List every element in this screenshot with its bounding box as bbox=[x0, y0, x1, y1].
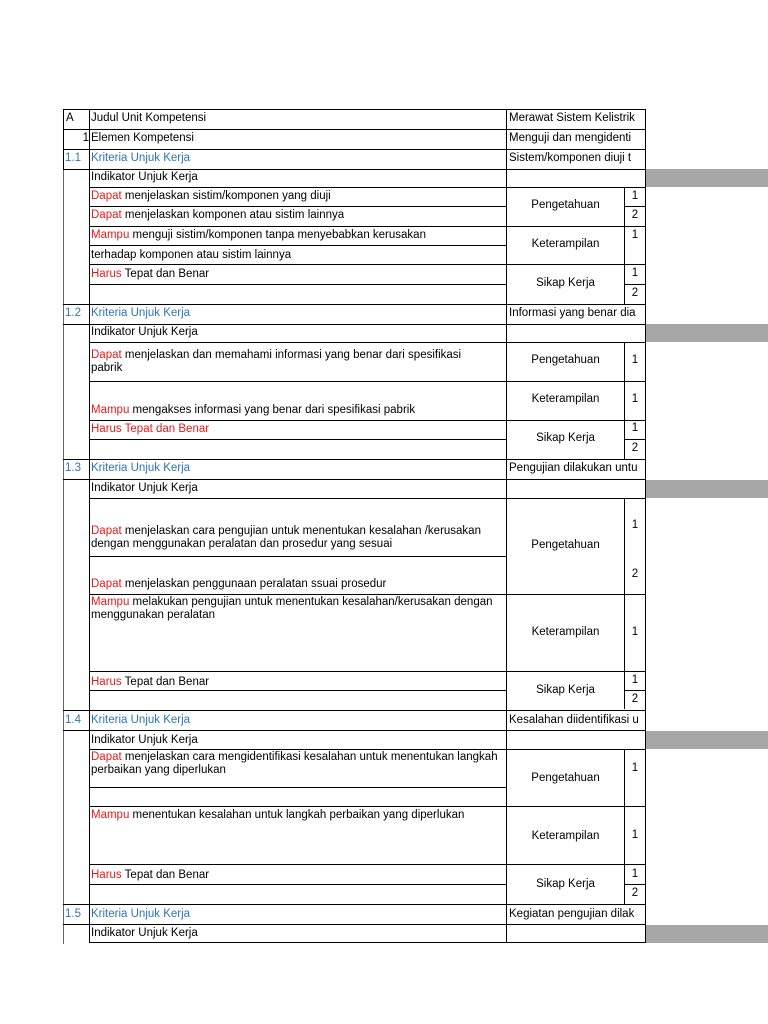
aspect-knowledge: Pengetahuan bbox=[531, 199, 600, 211]
item-number: 1 bbox=[631, 762, 639, 774]
indicator-item: Harus Tepat dan Benar bbox=[91, 676, 210, 688]
grid-line bbox=[89, 787, 507, 788]
grid-line bbox=[89, 671, 645, 672]
element-number: 1 bbox=[82, 132, 89, 144]
grid-line bbox=[89, 264, 645, 265]
grid-line bbox=[63, 730, 645, 731]
unit-title-value: Merawat Sistem Kelistrik bbox=[509, 112, 635, 124]
indicator-item: Harus Tepat dan Benar bbox=[91, 423, 210, 435]
unit-title-label: Judul Unit Kompetensi bbox=[91, 112, 207, 124]
grid-line bbox=[506, 109, 507, 943]
grid-line bbox=[63, 129, 645, 130]
iuk-label: Indikator Unjuk Kerja bbox=[91, 171, 198, 183]
grid-line bbox=[89, 690, 507, 691]
gray-band bbox=[645, 480, 768, 498]
aspect-attitude: Sikap Kerja bbox=[536, 277, 595, 289]
grid-line bbox=[624, 690, 645, 691]
grid-line bbox=[624, 439, 645, 440]
grid-line bbox=[89, 439, 507, 440]
grid-line bbox=[63, 149, 645, 150]
grid-line bbox=[624, 749, 625, 904]
aspect-attitude: Sikap Kerja bbox=[536, 684, 595, 696]
item-number: 1 bbox=[631, 229, 639, 241]
item-number: 2 bbox=[631, 287, 639, 299]
grid-line bbox=[89, 187, 645, 188]
grid-line bbox=[624, 206, 645, 207]
item-number: 1 bbox=[631, 829, 639, 841]
item-number: 1 bbox=[631, 868, 639, 880]
gray-band bbox=[645, 731, 768, 749]
section-number: 1.4 bbox=[65, 714, 81, 726]
grid-line bbox=[63, 109, 64, 169]
indicator-item: Mampu melakukan pengujian untuk menentukan kesalahan/kerusakan dengan menggunakan peralatan bbox=[91, 596, 493, 621]
aspect-skill: Keterampilan bbox=[531, 238, 600, 250]
grid-line bbox=[63, 109, 645, 110]
grid-line bbox=[89, 942, 645, 943]
item-number: 1 bbox=[631, 674, 639, 686]
grid-line bbox=[89, 342, 645, 343]
grid-line bbox=[624, 187, 625, 304]
aspect-knowledge: Pengetahuan bbox=[531, 772, 600, 784]
aspect-skill: Keterampilan bbox=[531, 626, 600, 638]
indicator-item: terhadap komponen atau sistim lainnya bbox=[91, 249, 292, 261]
aspect-attitude: Sikap Kerja bbox=[536, 432, 595, 444]
iuk-label: Indikator Unjuk Kerja bbox=[91, 326, 198, 338]
grid-line bbox=[63, 169, 645, 170]
grid-line bbox=[624, 342, 625, 459]
grid-line bbox=[89, 884, 507, 885]
grid-line bbox=[63, 924, 645, 925]
indicator-item: Dapat menjelaskan cara pengujian untuk menentukan kesalahan /kerusakan dengan menggunakan peralatan dan prosedur yang sesuai bbox=[91, 525, 481, 550]
grid-line bbox=[89, 749, 645, 750]
kuk-label: Kriteria Unjuk Kerja bbox=[91, 908, 191, 920]
grid-line bbox=[63, 304, 645, 305]
grid-line bbox=[89, 109, 90, 943]
grid-line bbox=[624, 284, 645, 285]
indicator-item: Dapat menjelaskan cara mengidentifikasi kesalahan untuk menentukan langkah perbaikan yang diperlukan bbox=[91, 751, 498, 776]
kuk-value: Informasi yang benar dia bbox=[509, 307, 636, 319]
kuk-value: Sistem/komponen diuji t bbox=[509, 152, 632, 164]
element-label: Elemen Kompetensi bbox=[91, 132, 194, 144]
grid-line bbox=[89, 556, 507, 557]
section-number: 1.3 bbox=[65, 462, 81, 474]
indicator-item: Dapat menjelaskan penggunaan peralatan ssuai prosedur bbox=[91, 578, 387, 590]
col-a-label: A bbox=[66, 112, 74, 124]
grid-line bbox=[89, 420, 645, 421]
grid-line bbox=[89, 806, 645, 807]
kuk-value: Kesalahan diidentifikasi u bbox=[509, 714, 639, 726]
grid-line bbox=[89, 594, 645, 595]
gray-band bbox=[645, 169, 768, 187]
item-number: 2 bbox=[631, 209, 639, 221]
item-number: 2 bbox=[631, 568, 639, 580]
grid-line bbox=[89, 864, 645, 865]
indicator-item: Mampu menentukan kesalahan untuk langkah perbaikan yang diperlukan bbox=[91, 809, 465, 821]
item-number: 1 bbox=[631, 422, 639, 434]
item-number: 2 bbox=[631, 693, 639, 705]
element-value: Menguji dan mengidenti bbox=[509, 132, 632, 144]
grid-line bbox=[63, 324, 645, 325]
grid-line bbox=[645, 109, 646, 943]
kuk-label: Kriteria Unjuk Kerja bbox=[91, 307, 191, 319]
aspect-skill: Keterampilan bbox=[531, 830, 600, 842]
aspect-knowledge: Pengetahuan bbox=[531, 354, 600, 366]
iuk-label: Indikator Unjuk Kerja bbox=[91, 734, 198, 746]
grid-line bbox=[63, 169, 64, 944]
item-number: 1 bbox=[631, 267, 639, 279]
indicator-item: Dapat menjelaskan komponen atau sistim lainnya bbox=[91, 209, 345, 221]
item-number: 2 bbox=[631, 442, 639, 454]
grid-line bbox=[63, 459, 645, 460]
indicator-item: Mampu mengakses informasi yang benar dari spesifikasi pabrik bbox=[91, 404, 416, 416]
grid-line bbox=[63, 710, 645, 711]
section-number: 1.2 bbox=[65, 307, 81, 319]
section-number: 1.5 bbox=[65, 908, 81, 920]
section-number: 1.1 bbox=[65, 152, 81, 164]
grid-line bbox=[624, 884, 645, 885]
item-number: 1 bbox=[631, 190, 639, 202]
grid-line bbox=[89, 206, 507, 207]
indicator-item: Dapat menjelaskan sistim/komponen yang diuji bbox=[91, 190, 331, 202]
iuk-label: Indikator Unjuk Kerja bbox=[91, 482, 198, 494]
kuk-label: Kriteria Unjuk Kerja bbox=[91, 462, 191, 474]
grid-line bbox=[63, 479, 645, 480]
aspect-knowledge: Pengetahuan bbox=[531, 539, 600, 551]
aspect-skill: Keterampilan bbox=[531, 393, 600, 405]
indicator-item: Harus Tepat dan Benar bbox=[91, 268, 210, 280]
grid-line bbox=[89, 381, 645, 382]
gray-band bbox=[645, 925, 768, 943]
indicator-item: Harus Tepat dan Benar bbox=[91, 869, 210, 881]
grid-line bbox=[89, 284, 507, 285]
iuk-label: Indikator Unjuk Kerja bbox=[91, 927, 198, 939]
kuk-value: Pengujian dilakukan untu bbox=[509, 462, 638, 474]
item-number: 1 bbox=[631, 519, 639, 531]
aspect-attitude: Sikap Kerja bbox=[536, 878, 595, 890]
grid-line bbox=[624, 498, 625, 709]
grid-line bbox=[89, 226, 645, 227]
grid-line bbox=[63, 904, 645, 905]
kuk-label: Kriteria Unjuk Kerja bbox=[91, 714, 191, 726]
kuk-label: Kriteria Unjuk Kerja bbox=[91, 152, 191, 164]
grid-line bbox=[89, 245, 507, 246]
item-number: 1 bbox=[631, 354, 639, 366]
kuk-value: Kegiatan pengujian dilak bbox=[509, 908, 635, 920]
item-number: 1 bbox=[631, 393, 639, 405]
indicator-item: Dapat menjelaskan dan memahami informasi yang benar dari spesifikasi pabrik bbox=[91, 349, 462, 374]
item-number: 2 bbox=[631, 887, 639, 899]
indicator-item: Mampu menguji sistim/komponen tanpa menyebabkan kerusakan bbox=[91, 229, 426, 241]
grid-line bbox=[89, 498, 645, 499]
gray-band bbox=[645, 324, 768, 342]
item-number: 1 bbox=[631, 626, 639, 638]
